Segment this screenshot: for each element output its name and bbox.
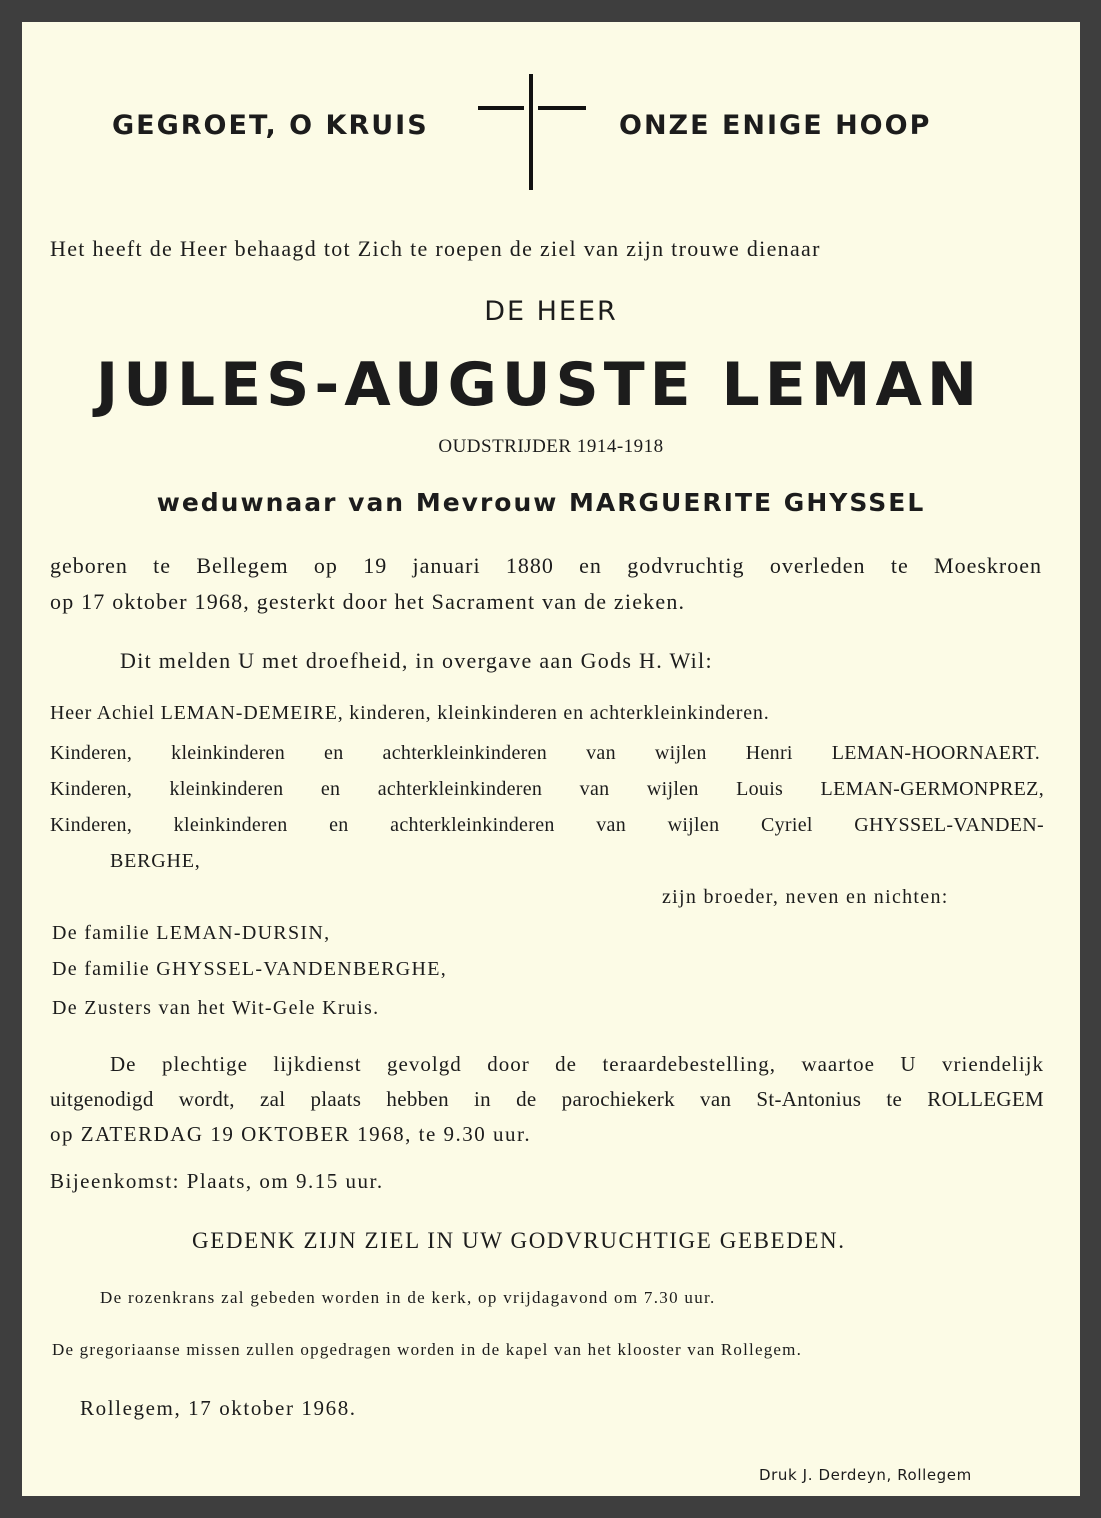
birth-death-line-2: op 17 oktober 1968, gesterkt door het Sacrament van de zieken. — [50, 589, 686, 614]
family-line-4: Kinderen, kleinkinderen en achterkleinkinderen van wijlen Cyriel GHYSSEL-VANDEN- — [50, 814, 1044, 836]
title-de-heer: DE HEER — [484, 296, 618, 327]
announcement-line: Dit melden U met droefheid, in overgave aan Gods H. Wil: — [120, 648, 713, 673]
relatives-label: zijn broeder, neven en nichten: — [662, 886, 949, 908]
family-line-1: Heer Achiel LEMAN-DEMEIRE, kinderen, kleinkinderen en achterkleinkinderen. — [50, 702, 770, 724]
intro-text: Het heeft de Heer behaagd tot Zich te roepen de ziel van zijn trouwe dienaar — [50, 236, 821, 261]
deceased-name: JULES-AUGUSTE LEMAN — [95, 350, 983, 420]
masses-line: De gregoriaanse missen zullen opgedragen worden in de kapel van het klooster van Rollegem. — [52, 1340, 803, 1359]
funeral-line-2: uitgenodigd wordt, zal plaats hebben in de parochiekerk van St-Antonius te ROLLEGEM — [50, 1087, 1044, 1111]
family-line-5: BERGHE, — [110, 850, 201, 872]
family-line-2: Kinderen, kleinkinderen en achterkleinkinderen van wijlen Henri LEMAN-HOORNAERT. — [50, 742, 1040, 764]
other-family-2: De familie GHYSSEL-VANDENBERGHE, — [52, 958, 448, 980]
header-right-text: ONZE ENIGE HOOP — [619, 110, 932, 141]
other-family-1: De familie LEMAN-DURSIN, — [52, 922, 331, 944]
funeral-line-1: De plechtige lijkdienst gevolgd door de teraardebestelling, waartoe U vriendelijk — [110, 1052, 1044, 1076]
memorial-card — [22, 22, 1080, 1496]
meeting-line: Bijeenkomst: Plaats, om 9.15 uur. — [50, 1169, 384, 1193]
prayer-line: GEDENK ZIJN ZIEL IN UW GODVRUCHTIGE GEBEDEN. — [192, 1228, 846, 1253]
printer-credit: Druk J. Derdeyn, Rollegem — [759, 1466, 972, 1484]
veteran-line: OUDSTRIJDER 1914-1918 — [438, 436, 664, 457]
header-left-text: GEGROET, O KRUIS — [112, 110, 429, 141]
rosary-line: De rozenkrans zal gebeden worden in de kerk, op vrijdagavond om 7.30 uur. — [100, 1288, 716, 1307]
widower-line: weduwnaar van Mevrouw MARGUERITE GHYSSEL — [156, 488, 926, 517]
funeral-line-3: op ZATERDAG 19 OKTOBER 1968, te 9.30 uur. — [50, 1122, 532, 1146]
other-family-3: De Zusters van het Wit-Gele Kruis. — [52, 997, 380, 1019]
birth-death-line-1: geboren te Bellegem op 19 januari 1880 en godvruchtig overleden te Moeskroen — [50, 553, 1042, 578]
family-line-3: Kinderen, kleinkinderen en achterkleinkinderen van wijlen Louis LEMAN-GERMONPREZ, — [50, 778, 1044, 800]
place-date-line: Rollegem, 17 oktober 1968. — [80, 1396, 357, 1420]
